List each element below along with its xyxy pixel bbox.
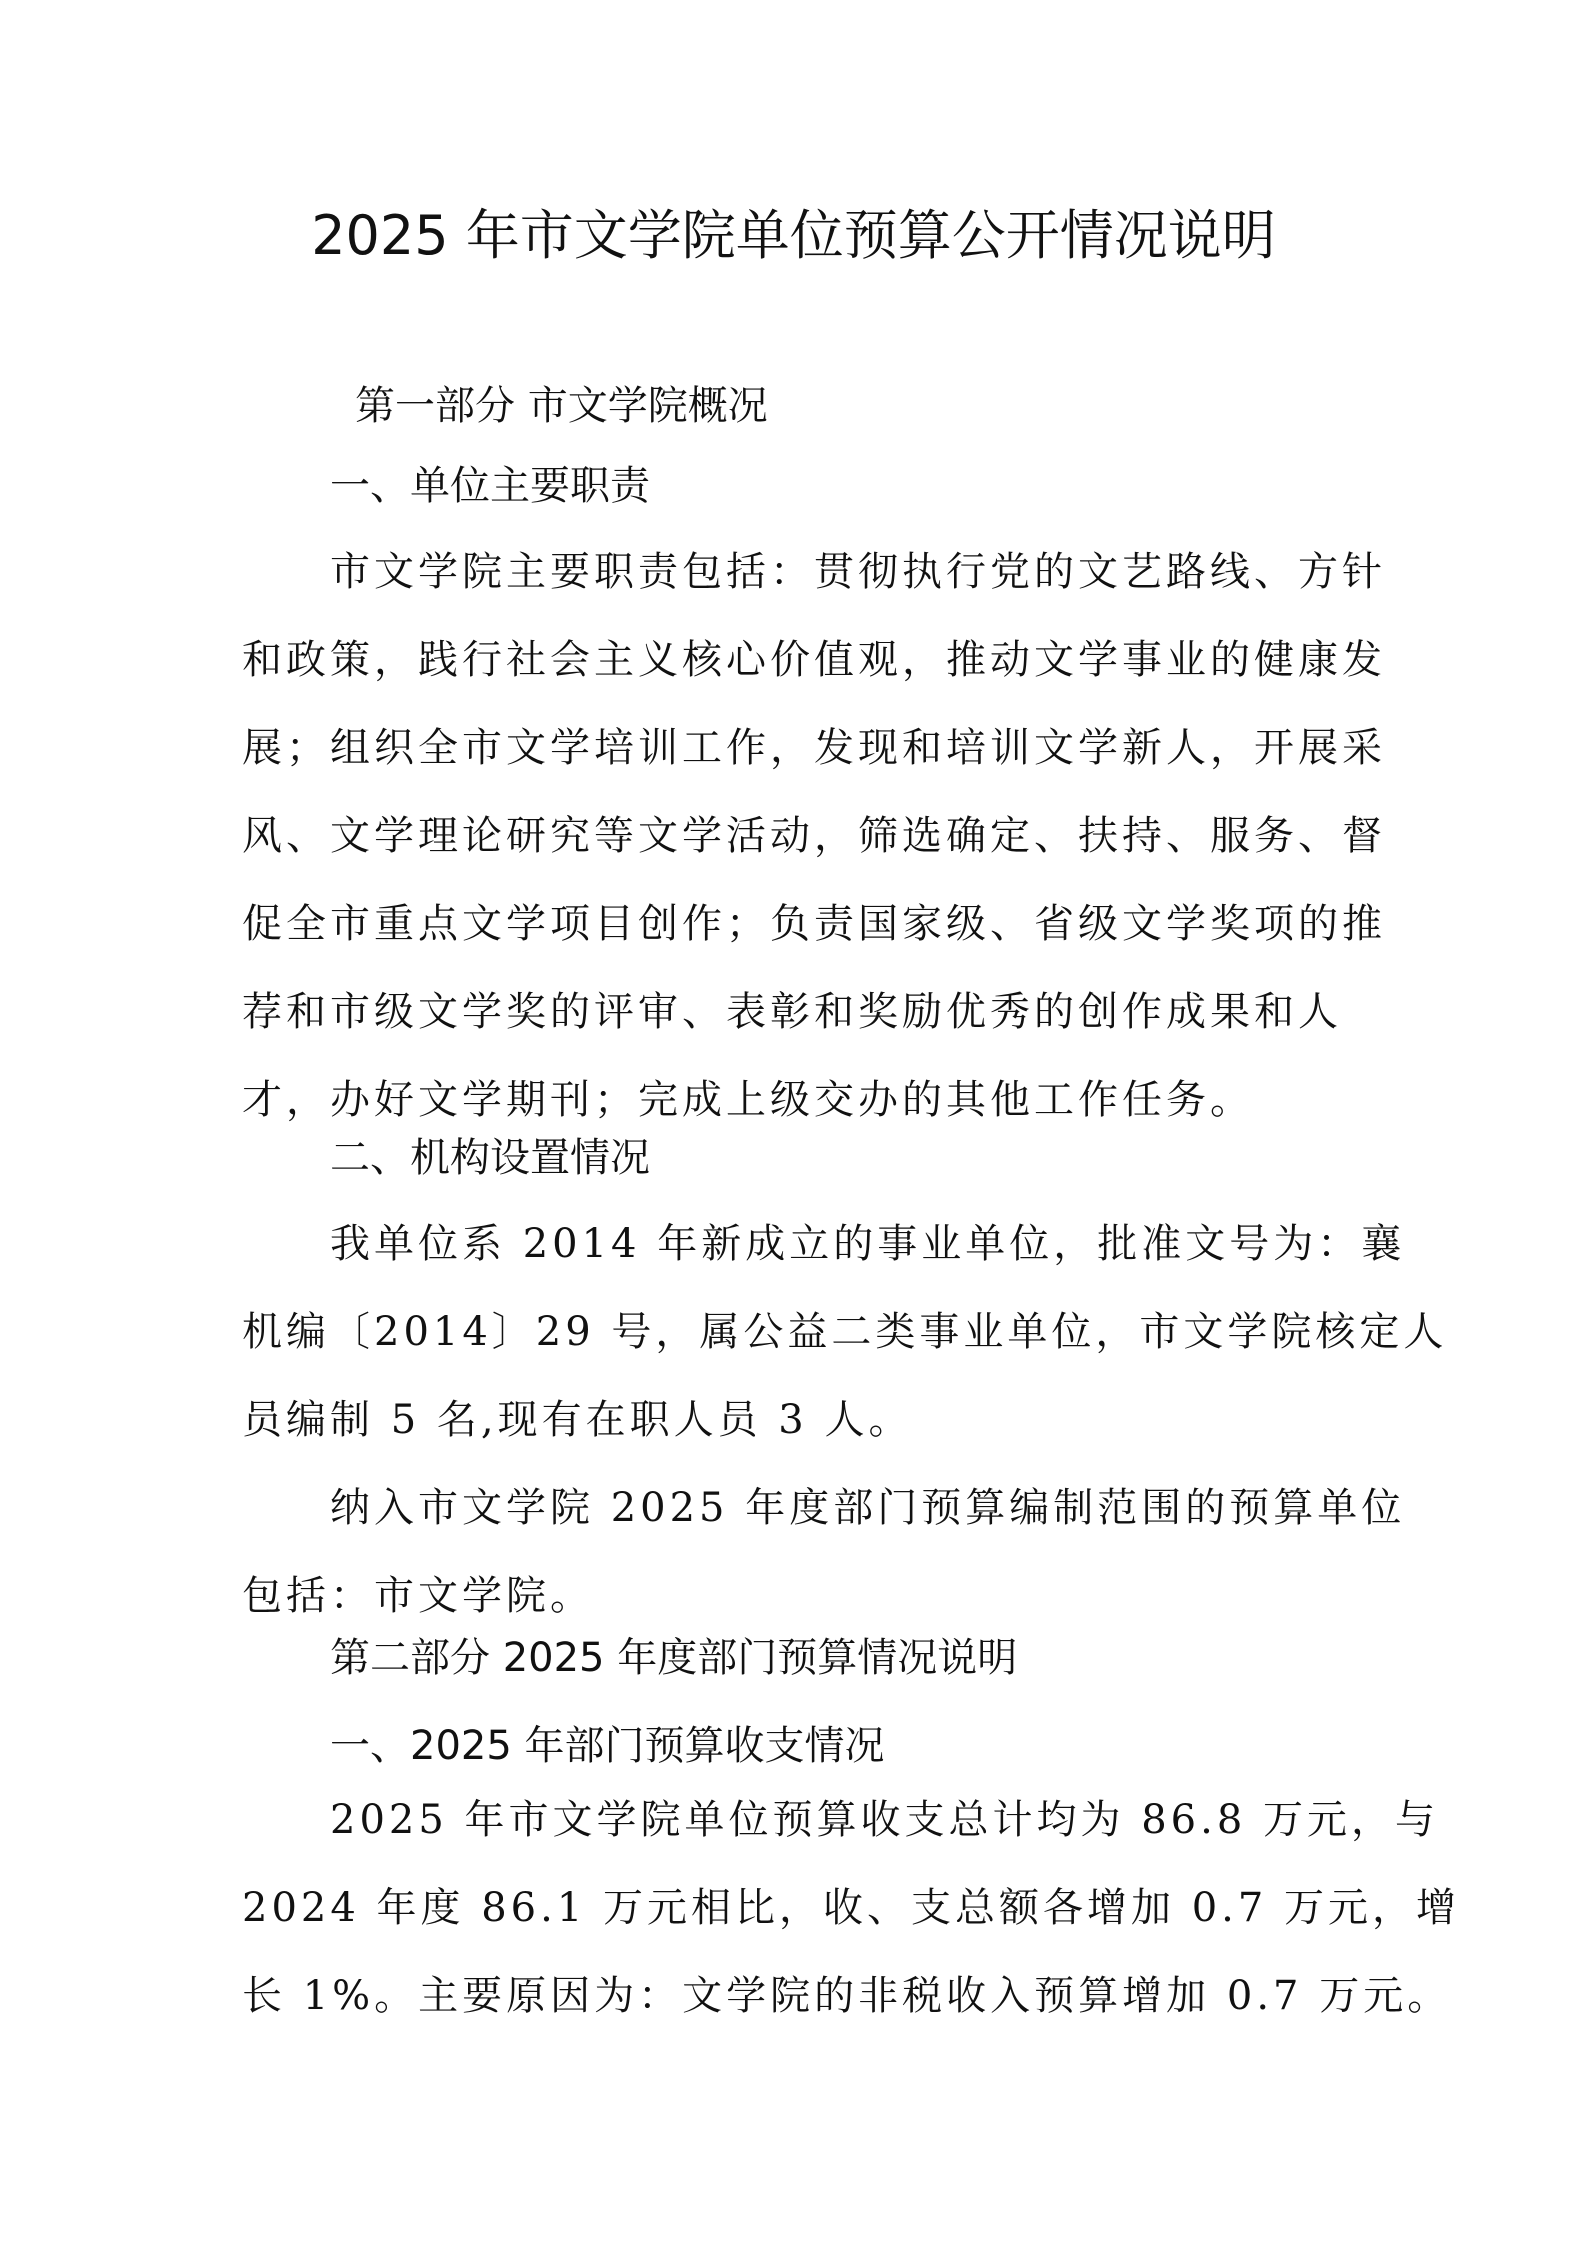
- organization-line: 员编制 5 名,现有在职人员 3 人。: [242, 1397, 913, 1443]
- budget-line: 2024 年度 86.1 万元相比，收、支总额各增加 0.7 万元，增: [242, 1885, 1461, 1931]
- budget-scope-paragraph: [242, 1464, 1406, 1640]
- part1-heading: 第一部分 市文学院概况: [355, 383, 768, 429]
- duties-line: 风、文学理论研究等文学活动，筛选确定、扶持、服务、督: [242, 813, 1386, 859]
- duties-line: 展；组织全市文学培训工作，发现和培训文学新人，开展采: [242, 725, 1386, 771]
- duties-line: 才，办好文学期刊；完成上级交办的其他工作任务。: [242, 1077, 1254, 1123]
- duties-line: 荐和市级文学奖的评审、表彰和奖励优秀的创作成果和人: [242, 989, 1342, 1035]
- organization-paragraph: [242, 1200, 1448, 1464]
- budget-line: 长 1%。主要原因为：文学院的非税收入预算增加 0.7 万元。: [242, 1973, 1452, 2019]
- organization-line: 机编〔2014〕29 号，属公益二类事业单位，市文学院核定人: [242, 1309, 1448, 1355]
- budget-scope-line: 纳入市文学院 2025 年度部门预算编制范围的预算单位: [330, 1485, 1406, 1531]
- budget-paragraph: [242, 1776, 1461, 2040]
- section-heading-budget: 一、2025 年部门预算收支情况: [330, 1723, 885, 1769]
- section-heading-organization: 二、机构设置情况: [330, 1135, 650, 1181]
- section-heading-duties: 一、单位主要职责: [330, 463, 650, 509]
- duties-line: 和政策，践行社会主义核心价值观，推动文学事业的健康发: [242, 637, 1386, 683]
- page-title: 2025 年市文学院单位预算公开情况说明: [311, 204, 1276, 267]
- part2-heading: 第二部分 2025 年度部门预算情况说明: [330, 1635, 1018, 1681]
- organization-line: 我单位系 2014 年新成立的事业单位，批准文号为：襄: [330, 1221, 1406, 1267]
- duties-line: 促全市重点文学项目创作；负责国家级、省级文学奖项的推: [242, 901, 1386, 947]
- duties-line: 市文学院主要职责包括：贯彻执行党的文艺路线、方针: [330, 549, 1386, 595]
- budget-scope-line: 包括：市文学院。: [242, 1573, 594, 1619]
- budget-line: 2025 年市文学院单位预算收支总计均为 86.8 万元，与: [330, 1797, 1440, 1843]
- duties-paragraph: [242, 528, 1386, 1144]
